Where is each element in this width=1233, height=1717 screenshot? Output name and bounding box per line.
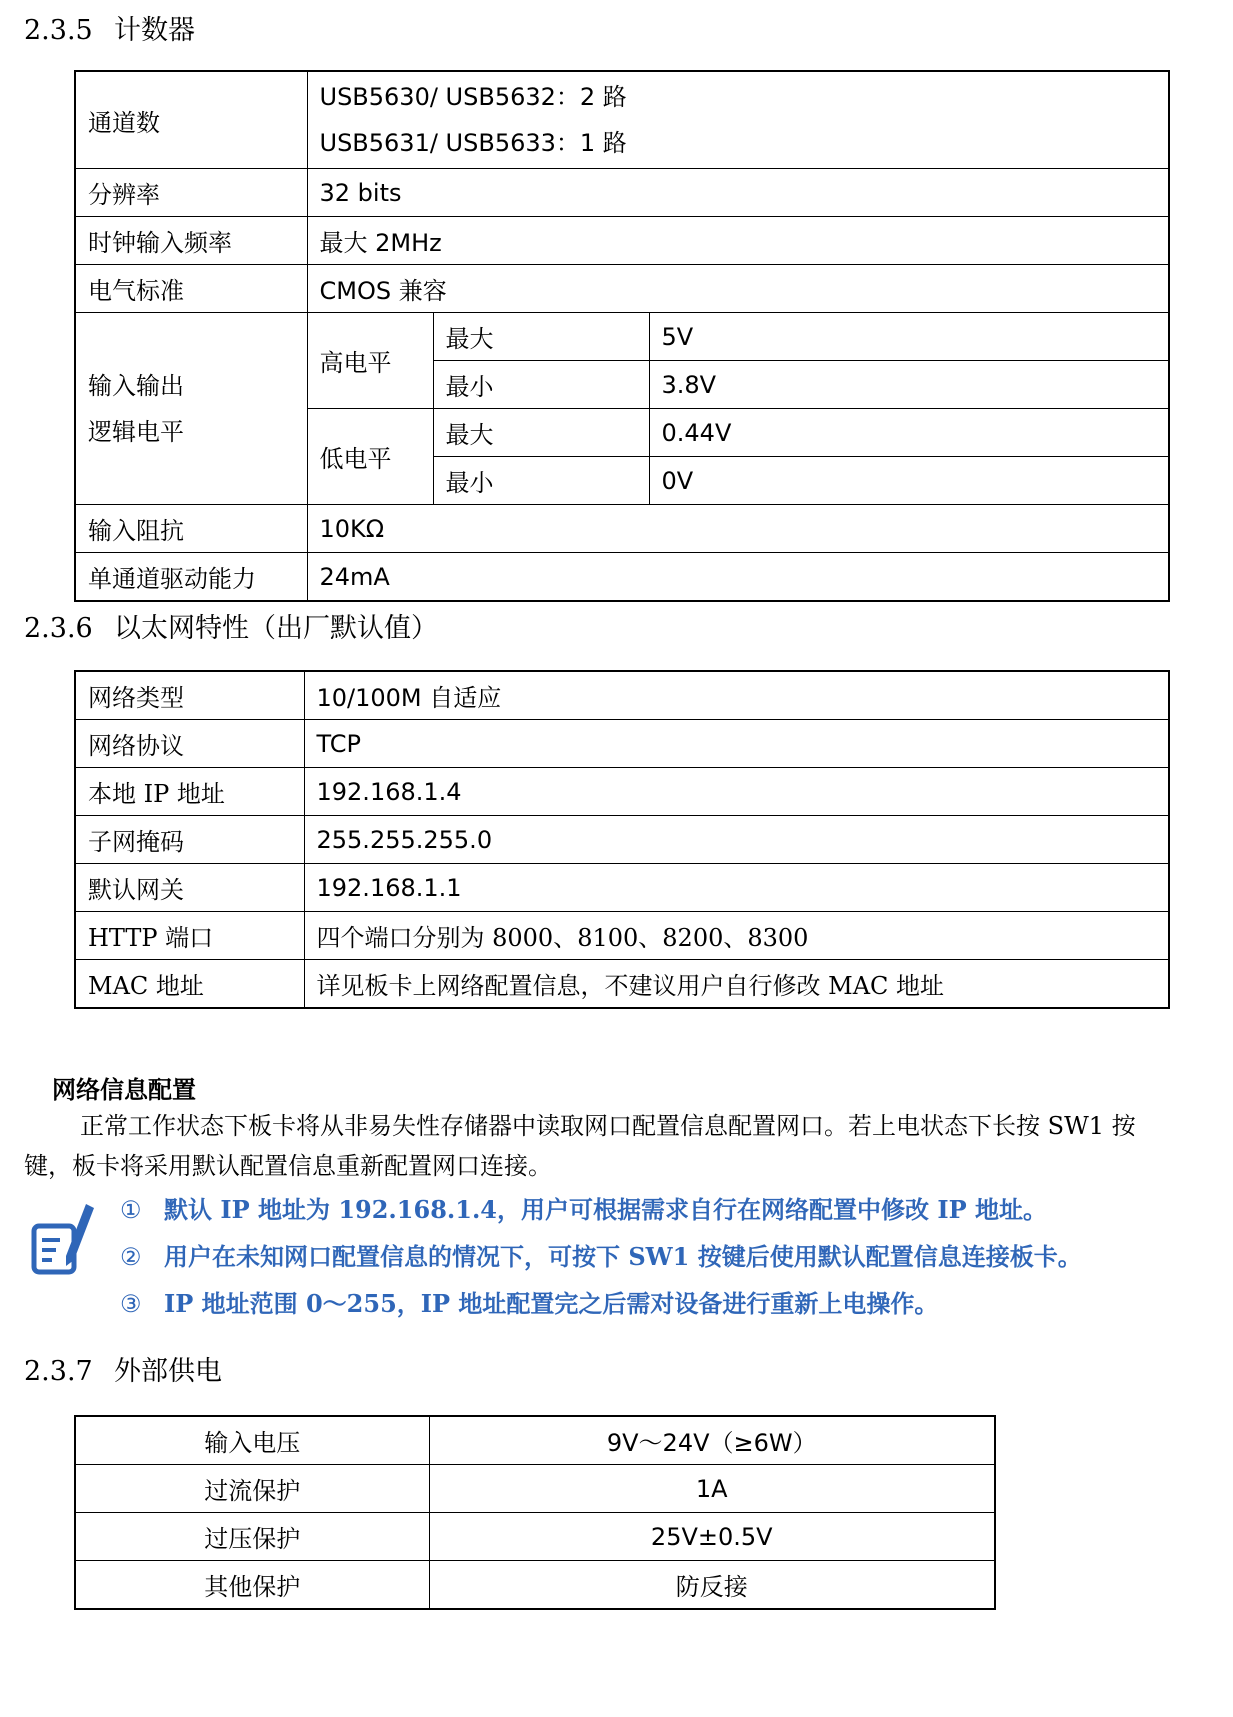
high-max-label: 最大 [433,313,649,361]
low-max-label: 最大 [433,409,649,457]
row-value: 255.255.255.0 [304,816,1169,864]
row-value: 9V～24V（≥6W） [429,1416,995,1465]
table-row [75,960,1169,1009]
row-label: 输入阻抗 [75,505,307,553]
ethernet-spec-table [74,670,1170,1009]
section-heading-counter [24,14,195,48]
row-value: 详见板卡上网络配置信息，不建议用户自行修改 MAC 地址 [304,960,1169,1009]
low-min-label: 最小 [433,457,649,505]
row-label: 时钟输入频率 [75,217,307,265]
note-text: IP 地址范围 0～255，IP 地址配置完之后需对设备进行重新上电操作。 [164,1289,939,1318]
list-item [120,1280,1082,1327]
note-text: 用户在未知网口配置信息的情况下，可按下 SW1 按键后使用默认配置信息连接板卡。 [164,1242,1082,1271]
row-value: 10/100M 自适应 [304,671,1169,720]
note-mark: ② [120,1243,142,1271]
table-row [75,71,1169,169]
high-level-label: 高电平 [307,313,433,409]
logic-label-line-2: 逻辑电平 [88,417,184,446]
channels-line-1: USB5630/ USB5632：2 路 [319,83,627,111]
row-label: HTTP 端口 [75,912,304,960]
section-heading-ethernet [24,612,438,646]
row-label: 电气标准 [75,265,307,313]
table-row [75,720,1169,768]
row-value: 10KΩ [307,505,1169,553]
table-row [75,1465,995,1513]
row-value: TCP [304,720,1169,768]
high-max-value: 5V [649,313,1169,361]
table-row [75,671,1169,720]
section-title: 外部供电 [114,1356,222,1387]
table-row [75,313,1169,361]
row-value: 1A [429,1465,995,1513]
row-value: 四个端口分别为 8000、8100、8200、8300 [304,912,1169,960]
note-pen-icon [30,1200,98,1278]
note-text: 默认 IP 地址为 192.168.1.4，用户可根据需求自行在网络配置中修改 IP 地址。 [164,1195,1047,1224]
section-number: 2.3.6 [24,613,93,644]
row-label: 子网掩码 [75,816,304,864]
row-label: MAC 地址 [75,960,304,1009]
row-value: 25V±0.5V [429,1513,995,1561]
table-row [75,864,1169,912]
row-label: 分辨率 [75,169,307,217]
low-level-label: 低电平 [307,409,433,505]
table-row [75,1513,995,1561]
row-label: 单通道驱动能力 [75,553,307,602]
section-number: 2.3.5 [24,15,93,46]
high-min-label: 最小 [433,361,649,409]
row-value: 192.168.1.4 [304,768,1169,816]
section-number: 2.3.7 [24,1356,93,1387]
channels-line-2: USB5631/ USB5633：1 路 [319,129,627,157]
table-row [75,169,1169,217]
network-config-title: 网络信息配置 [52,1076,196,1104]
row-value: 防反接 [429,1561,995,1610]
table-row [75,217,1169,265]
high-min-value: 3.8V [649,361,1169,409]
list-item [120,1186,1082,1233]
network-config-paragraph: 正常工作状态下板卡将从非易失性存储器中读取网口配置信息配置网口。若上电状态下长按 SW1 按键，板卡将采用默认配置信息重新配置网口连接。 [24,1112,1136,1180]
section-title: 计数器 [114,15,195,46]
row-label: 网络类型 [75,671,304,720]
row-value: 32 bits [307,169,1169,217]
row-label: 本地 IP 地址 [75,768,304,816]
logic-level-label [75,313,307,505]
table-row [75,265,1169,313]
row-label: 过流保护 [75,1465,429,1513]
row-value: 24mA [307,553,1169,602]
row-label: 过压保护 [75,1513,429,1561]
row-label: 默认网关 [75,864,304,912]
section-title: 以太网特性（出厂默认值） [114,613,438,644]
network-notes [120,1186,1082,1327]
row-value: CMOS 兼容 [307,265,1169,313]
logic-label-line-1: 输入输出 [88,371,184,400]
table-row [75,768,1169,816]
section-heading-power [24,1355,222,1389]
table-row [75,1561,995,1610]
list-item [120,1233,1082,1280]
row-value: 192.168.1.1 [304,864,1169,912]
table-row [75,505,1169,553]
row-label: 网络协议 [75,720,304,768]
note-mark: ③ [120,1290,142,1318]
row-value: 最大 2MHz [307,217,1169,265]
low-max-value: 0.44V [649,409,1169,457]
low-min-value: 0V [649,457,1169,505]
table-row [75,1416,995,1465]
row-label: 输入电压 [75,1416,429,1465]
table-row [75,816,1169,864]
power-spec-table [74,1415,996,1610]
row-label: 通道数 [75,71,307,169]
counter-spec-table [74,70,1170,602]
row-value [307,71,1169,169]
table-row [75,912,1169,960]
note-mark: ① [120,1196,142,1224]
row-label: 其他保护 [75,1561,429,1610]
table-row [75,553,1169,602]
